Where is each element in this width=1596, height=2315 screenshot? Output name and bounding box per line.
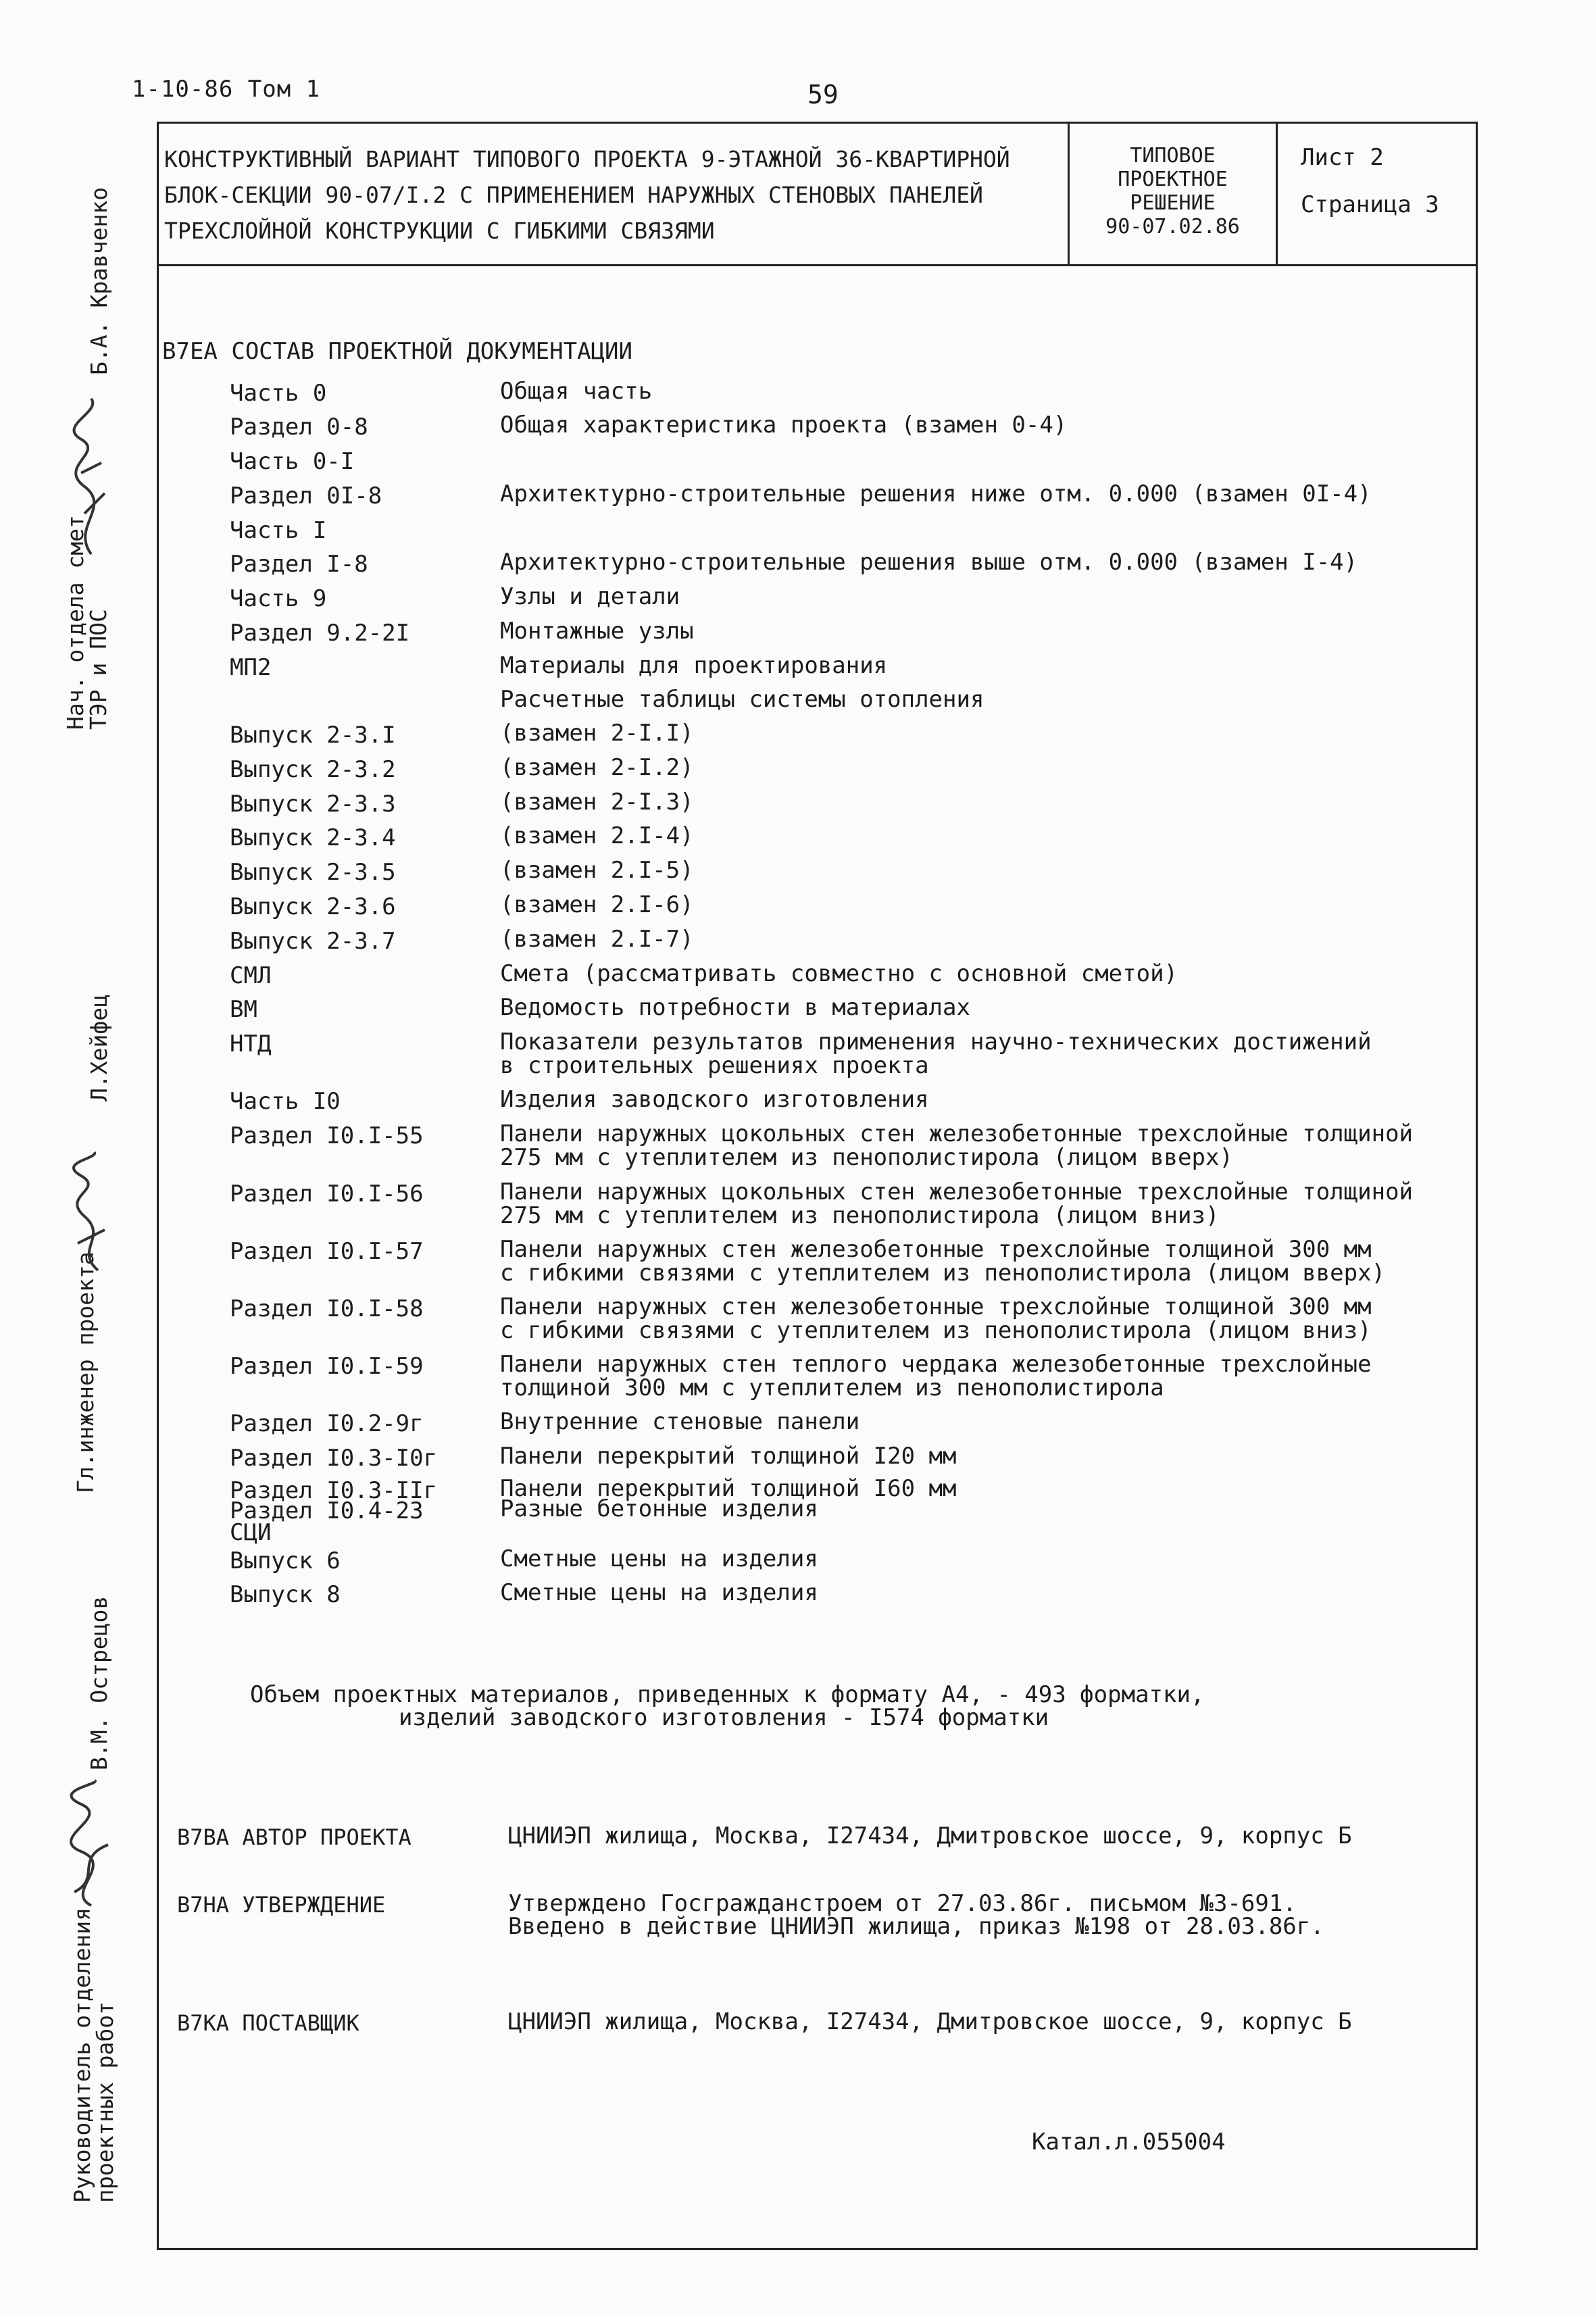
doc-description: Разные бетонные изделия	[500, 1495, 818, 1522]
doc-description: (взамен 2.I-5)	[500, 857, 694, 884]
doc-description: Изделия заводского изготовления	[500, 1086, 929, 1113]
doc-description: Архитектурно-строительные решения ниже отм. 0.000 (взамен 0I-4)	[500, 480, 1372, 507]
typical-label: ПРОЕКТНОЕ	[1118, 168, 1228, 191]
doc-description: Смета (рассматривать совместно с основной сметой)	[500, 960, 1178, 987]
doc-code: Часть I	[230, 517, 327, 544]
side-name-ostretsov: В.М. Острецов	[86, 1595, 112, 1770]
typical-label: ТИПОВОЕ	[1130, 144, 1216, 168]
doc-code: Раздел 0I-8	[230, 482, 382, 509]
doc-description: Расчетные таблицы системы отопления	[500, 686, 984, 713]
doc-code: Выпуск 2-3.6	[230, 893, 396, 920]
sheet-number: Лист 2	[1301, 144, 1384, 171]
doc-code: Выпуск 2-3.4	[230, 824, 396, 851]
doc-code: Раздел I0.3-I0г	[230, 1445, 438, 1472]
doc-code: Раздел I0.I-58	[230, 1295, 424, 1322]
signature-image	[64, 392, 118, 561]
side-title-ruk	[71, 1908, 117, 2203]
doc-code: Выпуск 2-3.I	[230, 722, 396, 749]
doc-code: Выпуск 6	[230, 1547, 341, 1574]
section-heading: В7ЕА СОСТАВ ПРОЕКТНОЙ ДОКУМЕНТАЦИИ	[162, 338, 632, 365]
doc-description: Общая характеристика проекта (взамен 0-4)	[500, 412, 1068, 439]
approval-text: Утверждено Госгражданстроем от 27.03.86г. письмом №3-691. Введено в действие ЦНИИЭП жилища, приказ №198 от 28.03.86г.	[508, 1890, 1324, 1940]
doc-code: Часть I0	[230, 1088, 341, 1115]
signature-image	[61, 1777, 122, 1912]
doc-description: Панели наружных цокольных стен железобетонные трехслойные толщиной 275 мм с утеплителем из пенополистирола (лицом вверх)	[500, 1120, 1414, 1171]
doc-description: Материалы для проектирования	[500, 652, 888, 679]
doc-description: Общая часть	[500, 378, 653, 405]
doc-code: Выпуск 2-3.3	[230, 791, 396, 818]
doc-description: Панели наружных стен железобетонные трехслойные толщиной 300 мм с гибкими связями с утеплителем из пенополистирола (лицом вниз)	[500, 1293, 1372, 1344]
doc-code: Раздел I0.I-59	[230, 1353, 424, 1380]
doc-description: Монтажные узлы	[500, 618, 694, 645]
title-line: КОНСТРУКТИВНЫЙ ВАРИАНТ ТИПОВОГО ПРОЕКТА 9-ЭТАЖНОЙ 36-КВАРТИРНОЙ	[164, 146, 1010, 172]
doc-code: НТД	[230, 1030, 272, 1057]
doc-code: Раздел I-8	[230, 551, 368, 578]
doc-code: Выпуск 2-3.7	[230, 928, 396, 955]
signature-image	[64, 1149, 118, 1277]
doc-description: Панели перекрытий толщиной I60 мм	[500, 1475, 957, 1502]
doc-description: (взамен 2.I-4)	[500, 822, 694, 849]
doc-description: (взамен 2.I-7)	[500, 926, 694, 953]
side-title-line: Нач. отдела смет	[62, 515, 89, 730]
doc-description: Сметные цены на изделия	[500, 1545, 818, 1572]
doc-description: Узлы и детали	[500, 583, 680, 610]
page-number: 59	[807, 80, 839, 109]
doc-code: СМЛ	[230, 962, 272, 989]
doc-description: Показатели результатов применения научно-технических достижений в строительных решениях проекта	[500, 1028, 1372, 1079]
doc-code: Раздел I0.2-9г	[230, 1410, 424, 1437]
doc-code: Раздел I0.3-IIг	[230, 1477, 438, 1504]
doc-code: СЦИ	[230, 1519, 272, 1546]
document-code: 1-10-86 Том 1	[132, 76, 321, 103]
side-name-heifets: Л.Хейфец	[86, 994, 112, 1101]
doc-code: Выпуск 8	[230, 1581, 341, 1608]
doc-code: Раздел 9.2-2I	[230, 620, 410, 647]
volume-line: Объем проектных материалов, приведенных к формату А4, - 493 форматки,	[250, 1681, 1205, 1708]
side-title-line: ТЭР и ПОС	[85, 609, 111, 730]
doc-description: Ведомость потребности в материалах	[500, 994, 970, 1021]
doc-code: Часть 0	[230, 380, 327, 407]
doc-code: Часть 0-I	[230, 448, 355, 475]
typical-code: 90-07.02.86	[1105, 215, 1240, 239]
doc-description: Панели перекрытий толщиной I20 мм	[500, 1443, 957, 1470]
doc-code: Часть 9	[230, 585, 327, 612]
side-name-kravchenko: Б.А. Кравченко	[86, 186, 112, 375]
doc-description: (взамен 2-I.I)	[500, 720, 694, 747]
doc-description: Внутренние стеновые панели	[500, 1408, 860, 1435]
doc-description: (взамен 2-I.3)	[500, 789, 694, 816]
title-line: БЛОК-СЕКЦИИ 90-07/I.2 С ПРИМЕНЕНИЕМ НАРУЖНЫХ СТЕНОВЫХ ПАНЕЛЕЙ	[164, 182, 983, 208]
doc-description: Сметные цены на изделия	[500, 1579, 818, 1606]
doc-code: МП2	[230, 654, 272, 681]
page-label: Страница 3	[1301, 191, 1439, 218]
doc-code: Выпуск 2-3.5	[230, 859, 396, 886]
doc-description: (взамен 2.I-6)	[500, 891, 694, 918]
supplier-text: ЦНИИЭП жилища, Москва, I27434, Дмитровское шоссе, 9, корпус Б	[508, 2008, 1352, 2035]
author-text: ЦНИИЭП жилища, Москва, I27434, Дмитровское шоссе, 9, корпус Б	[508, 1822, 1352, 1849]
side-title-gl-eng: Гл.инженер проекта	[72, 1251, 99, 1493]
doc-code: Раздел 0-8	[230, 414, 368, 441]
doc-code: Раздел I0.I-56	[230, 1180, 424, 1208]
volume-line: изделий заводского изготовления - I574 форматки	[399, 1704, 1049, 1731]
doc-description: (взамен 2-I.2)	[500, 754, 694, 781]
typical-label: РЕШЕНИЕ	[1130, 191, 1216, 215]
doc-code: Раздел I0.I-55	[230, 1122, 424, 1149]
doc-description: Панели наружных цокольных стен железобетонные трехслойные толщиной 275 мм с утеплителем из пенополистирола (лицом вниз)	[500, 1178, 1414, 1229]
doc-code: Выпуск 2-3.2	[230, 756, 396, 783]
doc-code: ВМ	[230, 996, 257, 1023]
catalog-number: Катал.л.055004	[1032, 2129, 1226, 2156]
doc-code: Раздел I0.4-23	[230, 1497, 424, 1524]
doc-description: Панели наружных стен теплого чердака железобетонные трехслойные толщиной 300 мм с утеплителем из пенополистирола	[500, 1351, 1372, 1401]
title-line: ТРЕХСЛОЙНОЙ КОНСТРУКЦИИ С ГИБКИМИ СВЯЗЯМИ	[164, 218, 715, 244]
doc-description: Архитектурно-строительные решения выше отм. 0.000 (взамен I-4)	[500, 549, 1358, 576]
doc-description: Панели наружных стен железобетонные трехслойные толщиной 300 мм с гибкими связями с утеплителем из пенополистирола (лицом вверх)	[500, 1236, 1386, 1287]
author-label: В7ВА АВТОР ПРОЕКТА	[177, 1824, 412, 1850]
approval-label: В7НА УТВЕРЖДЕНИЕ	[177, 1892, 386, 1918]
side-title-line: проектных работ	[92, 2001, 118, 2203]
side-title-line: Руководитель отделения	[69, 1907, 95, 2203]
supplier-label: В7КА ПОСТАВЩИК	[177, 2010, 359, 2036]
doc-code: Раздел I0.I-57	[230, 1238, 424, 1265]
